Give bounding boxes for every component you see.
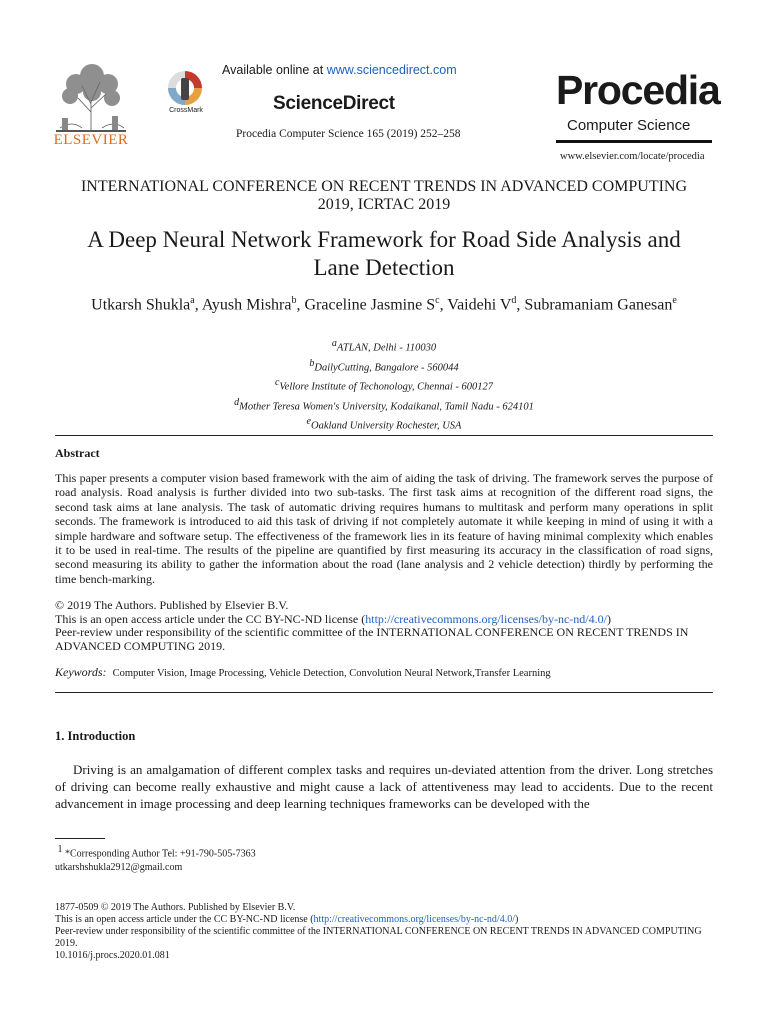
conference-line-1: INTERNATIONAL CONFERENCE ON RECENT TRENDS IN ADVANCED COMPUTING bbox=[80, 178, 688, 195]
crossmark-label: CrossMark bbox=[169, 107, 203, 114]
author-name: Subramaniam Ganesan bbox=[524, 296, 673, 314]
affiliation: $^e$Oakland University Rochester, USA bbox=[306, 416, 462, 432]
affiliation: $^d$Mother Teresa Women's University, Kodaikanal, Tamil Nadu - 624101 bbox=[234, 396, 534, 412]
author-mark: a bbox=[190, 295, 195, 306]
affiliation-mark: a bbox=[331, 338, 337, 349]
section-heading: 1. Introduction bbox=[55, 729, 136, 743]
copyright-block bbox=[55, 599, 713, 653]
author-name: Graceline Jasmine S bbox=[304, 296, 436, 314]
available-prefix: Available online at bbox=[222, 63, 327, 77]
affiliation-mark: c bbox=[274, 377, 280, 388]
bottom-license-line: This is an open access article under the CC BY-NC-ND license (http://creativecommons.org/licenses/by-nc-nd/4.0/) bbox=[55, 914, 519, 925]
copyright-line: © 2019 The Authors. Published by Elsevier B.V. bbox=[55, 598, 289, 612]
keywords-text: Computer Vision, Image Processing, Vehicle Detection, Convolution Neural Network,Transfer Learning bbox=[112, 668, 551, 679]
conference-line-2: 2019, ICRTAC 2019 bbox=[317, 196, 451, 213]
affiliation: $^c$Vellore Institute of Techonology, Chennai - 600127 bbox=[274, 377, 494, 393]
abstract-heading: Abstract bbox=[55, 446, 100, 460]
journal-reference: Procedia Computer Science 165 (2019) 252–258 bbox=[236, 128, 461, 140]
title-line-1: A Deep Neural Network Framework for Road Side Analysis and bbox=[87, 227, 681, 252]
footnote bbox=[55, 843, 256, 875]
conference-name bbox=[0, 178, 768, 214]
footnote-rule bbox=[55, 838, 105, 839]
abstract-top-rule bbox=[55, 435, 713, 436]
author-name: Vaidehi V bbox=[447, 296, 512, 314]
sciencedirect-link[interactable]: www.sciencedirect.com bbox=[326, 63, 457, 77]
available-online-line bbox=[222, 63, 457, 77]
keywords-line bbox=[55, 665, 551, 680]
author-name: Utkarsh Shukla bbox=[91, 296, 191, 314]
author-mark: c bbox=[435, 295, 440, 306]
paper-title bbox=[0, 226, 768, 282]
affiliation-mark: d bbox=[234, 396, 240, 408]
issn-line: 1877-0509 © 2019 The Authors. Published by Elsevier B.V. bbox=[55, 902, 296, 913]
author-mark: b bbox=[291, 295, 297, 306]
affiliation-mark: b bbox=[309, 357, 315, 369]
keywords-label: Keywords: bbox=[55, 665, 107, 679]
doi[interactable]: 10.1016/j.procs.2020.01.081 bbox=[55, 950, 170, 961]
affiliation: $^b$DailyCutting, Bangalore - 560044 bbox=[309, 357, 459, 373]
footnote-email[interactable]: utkarshshukla2912@gmail.com bbox=[55, 862, 183, 874]
author-name: Ayush Mishra bbox=[201, 296, 292, 314]
introduction-text: Driving is an amalgamation of different complex tasks and requires un-deviated attention from the driver. Long stretches of driving can become really exhaustive and might cause a lack of attentiveness may lead to accidents. Due to the recent advancement in image processing and deep learning techniques frameworks can be developed with the bbox=[55, 762, 713, 811]
elsevier-wordmark: ELSEVIER bbox=[53, 132, 129, 148]
author-mark: d bbox=[511, 295, 517, 306]
abstract-bottom-rule bbox=[55, 692, 713, 693]
footnote-contact: *Corresponding Author Tel: +91-790-505-7363 bbox=[65, 848, 256, 860]
affiliation: $^a$ATLAN, Delhi - 110030 bbox=[331, 338, 437, 354]
author-mark: e bbox=[672, 295, 677, 306]
bottom-license-link[interactable]: http://creativecommons.org/licenses/by-nc-nd/4.0/ bbox=[313, 914, 515, 925]
bottom-peer-review: Peer-review under responsibility of the scientific committee of the INTERNATIONAL CONFERENCE ON RECENT TRENDS IN ADVANCED COMPUTING 2019. bbox=[55, 926, 702, 949]
bottom-notice bbox=[55, 902, 713, 962]
procedia-divider bbox=[556, 140, 712, 143]
peer-review-line: Peer-review under responsibility of the scientific committee of the INTERNATIONAL CONFERENCE ON RECENT TRENDS IN ADVANCED COMPUTING 2019. bbox=[55, 625, 689, 653]
abstract-text: This paper presents a computer vision based framework with the aim of aiding the task of driving. The framework serves the purpose of road analysis. Road analysis is further divided into two sub-tasks. The first task aims at recognition of the different road signs, the second task aims at lane analysis. The task of automatic driving requires humans to multitask and perform many operations in split seconds. The framework is introduced to aid this task of driving if not completely automate it while keeping in mind of using it with a simple hardware and software setup. The effectiveness of the framework lies in its feature of having minimal complexity which enables it to be used in real-time. The results of the pipeline are quantified by first measuring its accuracy in the classification of road signs, second measuring its ability to gather the information about the road (lane analysis and 2 vehicle detection) thirdly by performing the time bench-marking. bbox=[55, 471, 713, 586]
journal-url[interactable]: www.elsevier.com/locate/procedia bbox=[560, 151, 705, 162]
affiliation-mark: e bbox=[306, 416, 311, 427]
procedia-subtitle: Computer Science bbox=[567, 117, 691, 134]
sciencedirect-wordmark: ScienceDirect bbox=[273, 93, 395, 114]
footnote-mark: 1 bbox=[57, 844, 63, 855]
author-list: Utkarsh Shukla$^a$, Ayush Mishra$^b$, Graceline Jasmine $S^c$, Vaidehi $V^d$, Subramaniam Ganesan$^e$ bbox=[91, 295, 677, 314]
license-link[interactable]: http://creativecommons.org/licenses/by-nc-nd/4.0/ bbox=[365, 611, 607, 626]
procedia-wordmark: Procedia bbox=[556, 67, 720, 113]
affiliation-list bbox=[0, 336, 768, 434]
title-line-2: Lane Detection bbox=[313, 255, 455, 280]
license-line: This is an open access article under the CC BY-NC-ND license (http://creativecommons.org/licenses/by-nc-nd/4.0/) bbox=[55, 611, 611, 626]
